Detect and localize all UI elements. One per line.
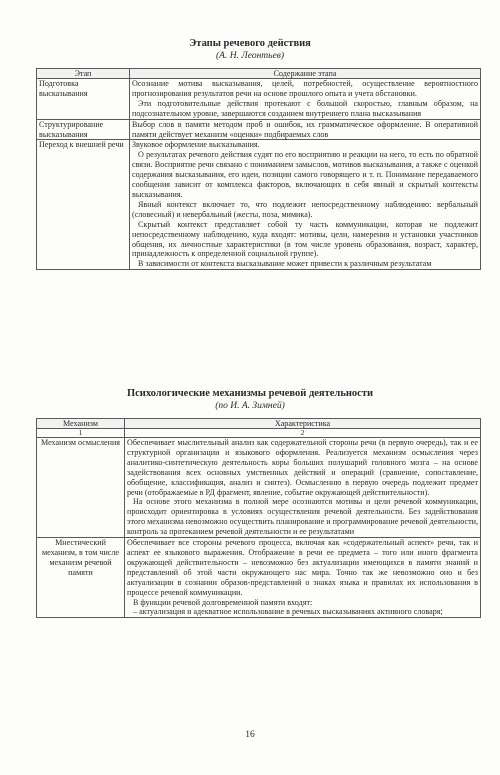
table-header-row (37, 69, 481, 79)
stage-cell: Подготовка высказывания (37, 79, 130, 120)
speech-stages-table (36, 68, 481, 270)
page-number: 16 (245, 730, 255, 740)
paragraph: Скрытый контекст представляет собой ту часть коммуникации, которая не подлежит непосредственному наблюдению, куда входят: мотивы, цели, намерения и установки участников общения, их личностные характеристики (в том числе уровень образования, возраст, характер, принадлежность к определенной социальной группе). (132, 219, 478, 259)
characteristic-cell (125, 538, 481, 618)
paragraph: О результатах речевого действия судят по его восприятию и реакции на него, то есть по обратной связи. Восприятие речи связано с пониманием замыслов, мотивов высказывания, а также с оценкой содержания высказывания, его идеи, позиции самого говорящего и т. п. Понимание передаваемого сообщения зависит от комплекса факторов, включающих в себя явный и скрытый контексты высказывания. (132, 150, 478, 199)
paragraph: Выбор слов в памяти методом проб и ошибок, их грамматическое оформление. В оперативной памяти действует механизм «оценки» подбираемых слов (132, 119, 478, 139)
paragraph: В зависимости от контекста высказывание может привести к различным результатам (138, 259, 432, 269)
mechanism-cell: Механизм осмысления (37, 438, 125, 538)
column-number: 1 (37, 429, 125, 438)
content-cell (130, 140, 481, 270)
column-number: 2 (125, 429, 481, 438)
table-row (37, 79, 481, 120)
table-column-number-row (37, 429, 481, 438)
table-row (37, 119, 481, 140)
table-row (37, 538, 481, 618)
paragraph: Обеспечивает все стороны речевого процесса, включая как «содержательный аспект» речи, так и аспект ее языкового выражения. Отображение в речи ее предмета – того или иного фрагмента окружающей действительности – невозможно без актуализации имеющихся в памяти знаний и представлений об этой части окружающего нас мира. Точно так же невозможно оно и без актуализации в сознании образов-представлений о знаках языка и правилах их использования в процессе речевой коммуникации. (127, 538, 478, 597)
column-header-content: Содержание этапа (130, 69, 481, 79)
paragraph: Осознание мотива высказывания, целей, потребностей, осуществление вероятностного прогнозирования результатов речи на основе прошлого опыта и учета обстановки. (132, 79, 478, 98)
paragraph: Эти подготовительные действия протекают с большой скоростью, главным образом, на подсознательном уровне, завершаются созданием внутреннего плана высказывания (132, 98, 478, 118)
content-cell (130, 79, 481, 120)
characteristic-cell (125, 438, 481, 538)
section1-subtitle: (А. Н. Леонтьев) (215, 51, 284, 61)
speech-mechanisms-table (36, 418, 481, 618)
paragraph: Звуковое оформление высказывания. (132, 140, 260, 150)
table-row (37, 140, 481, 270)
column-header-characteristic: Характеристика (125, 419, 481, 429)
paragraph: Явный контекст включает то, что подлежит непосредственному наблюдению: вербальный (словесный) и невербальный (жесты, поза, мимика). (132, 199, 478, 219)
section1-title: Этапы речевого действия (189, 38, 311, 49)
section2-title: Психологические механизмы речевой деятельности (126, 388, 374, 399)
content-cell (130, 119, 481, 140)
column-header-stage: Этап (37, 69, 130, 79)
column-header-mechanism: Механизм (37, 419, 125, 429)
stage-cell: Переход к внешней речи (37, 140, 130, 270)
table-row (37, 438, 481, 538)
table-header-row (37, 419, 481, 429)
paragraph: В функции речевой долговременной памяти входят: (133, 597, 313, 607)
paragraph: – актуализация и адекватное использование в речевых высказываниях активного словаря; (133, 607, 443, 617)
section2-subtitle: (по И. А. Зимней) (215, 401, 285, 411)
paragraph: На основе этого механизма в полной мере осознаются мотивы и цели речевой коммуникации, происходит ориентировка в условиях осуществления речевой деятельности. Без задействования этого механизма невозможно осуществить планирование и программирование речевой деятельности, контроль за протеканием речевой деятельности и ее результатами (127, 497, 478, 537)
paragraph: Обеспечивает мыслительный анализ как содержательной стороны речи (в первую очередь), так и ее структурной организации и языкового оформления. Реализуется механизм осмысления через аналитико-синтетическую деятельность коры больших полушарий головного мозга – на основе задействования всех основных умственных действий и операций (сравнение, сопоставление, обобщение, классификация, анализ и синтез). Осмысленню в первую очередь подлежит предмет речи (отображаемые в РД фрагмент, явление, событие окружающей действительности). (127, 438, 478, 497)
stage-cell: Структурирование высказывания (37, 119, 130, 140)
mechanism-cell: Мнестический механизм, в том числе механизм речевой памяти (37, 538, 125, 618)
